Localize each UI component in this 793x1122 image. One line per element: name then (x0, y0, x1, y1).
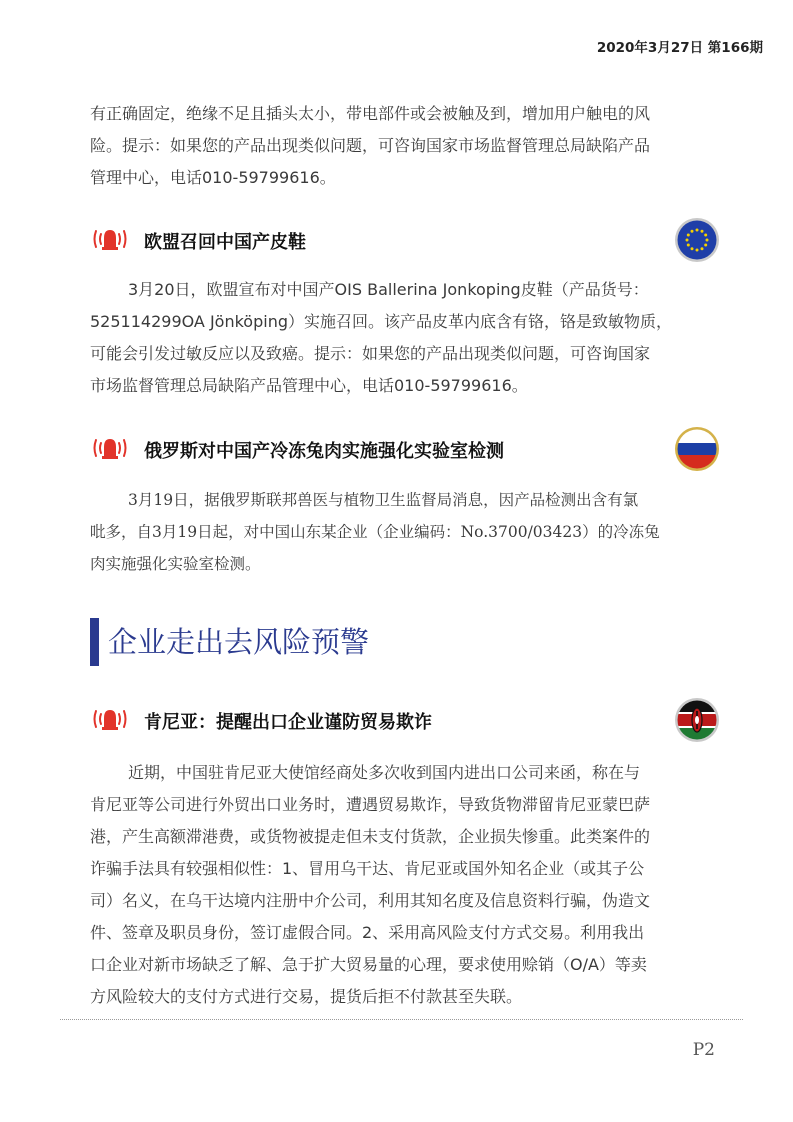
news-item-russia-header (90, 426, 720, 472)
paragraph-line: 3月19日，据俄罗斯联邦兽医与植物卫生监督局消息，因产品检测出含有氯 (128, 491, 639, 509)
alert-kenya-header (90, 697, 720, 743)
paragraph-line: 可能会引发过敏反应以及致癌。提示：如果您的产品出现类似问题，可咨询国家 (90, 344, 651, 363)
paragraph-line: 件、签章及职员身份，签订虚假合同。2、采用高风险支付方式交易。利用我出 (90, 923, 645, 942)
paragraph-line: 有正确固定，绝缘不足且插头太小，带电部件或会被触及到，增加用户触电的风 (90, 104, 651, 123)
paragraph-line: 吡多，自3月19日起，对中国山东某企业（企业编码：No.3700/03423）的冷冻兔 (90, 523, 660, 541)
footer-divider (60, 1019, 743, 1020)
paragraph-line: 近期，中国驻肯尼亚大使馆经商处多次收到国内进出口公司来函，称在与 (128, 763, 641, 782)
alarm-bell-icon (90, 434, 130, 462)
paragraph-line: 肯尼亚等公司进行外贸出口业务时，遭遇贸易欺诈，导致货物滞留肯尼亚蒙巴萨 (90, 795, 651, 814)
paragraph-line: 港，产生高额滞港费，或货物被提走但未支付货款，企业损失惨重。此类案件的 (90, 827, 651, 846)
paragraph-line: 市场监督管理总局缺陷产品管理中心，电话010-59799616。 (90, 376, 528, 395)
paragraph-line: 肉实施强化实验室检测。 (90, 555, 261, 573)
news-item-russia-body (90, 484, 730, 580)
alarm-bell-icon (90, 225, 130, 253)
news-title: 欧盟召回中国产皮鞋 (144, 232, 306, 253)
page-number: P2 (692, 1040, 715, 1060)
paragraph-line: 司）名义，在乌干达境内注册中介公司，利用其知名度及信息资料行骗，伪造文 (90, 891, 651, 910)
paragraph-line: 方风险较大的支付方式进行交易，提货后拒不付款甚至失联。 (90, 987, 523, 1006)
paragraph-line: 险。提示：如果您的产品出现类似问题，可咨询国家市场监督管理总局缺陷产品 (90, 136, 651, 155)
alert-title: 肯尼亚：提醒出口企业谨防贸易欺诈 (144, 712, 432, 733)
issue-date: 2020年3月27日 第166期 (596, 40, 763, 56)
alert-kenya-body (90, 757, 730, 1013)
news-item-eu-header (90, 217, 720, 263)
news-item-eu-body (90, 274, 730, 402)
paragraph-line: 管理中心，电话010-59799616。 (90, 168, 336, 187)
paragraph-line: 3月20日，欧盟宣布对中国产OIS Ballerina Jonkoping皮鞋（产品货号： (128, 280, 649, 299)
alarm-bell-icon (90, 705, 130, 733)
section-title: 企业走出去风险预警 (108, 625, 370, 659)
eu-flag-icon (674, 217, 720, 263)
russia-flag-icon (674, 426, 720, 472)
section-accent-bar (90, 618, 99, 666)
paragraph-line: 525114299OA Jönköping）实施召回。该产品皮革内底含有铬，铬是致敏物质， (90, 312, 672, 331)
news-title: 俄罗斯对中国产冷冻兔肉实施强化实验室检测 (144, 441, 504, 462)
paragraph-line: 诈骗手法具有较强相似性：1、冒用乌干达、肯尼亚或国外知名企业（或其子公 (90, 859, 645, 878)
paragraph-line: 口企业对新市场缺乏了解、急于扩大贸易量的心理，要求使用赊销（O/A）等卖 (90, 955, 647, 974)
intro-paragraph (90, 98, 730, 194)
kenya-flag-icon (674, 697, 720, 743)
